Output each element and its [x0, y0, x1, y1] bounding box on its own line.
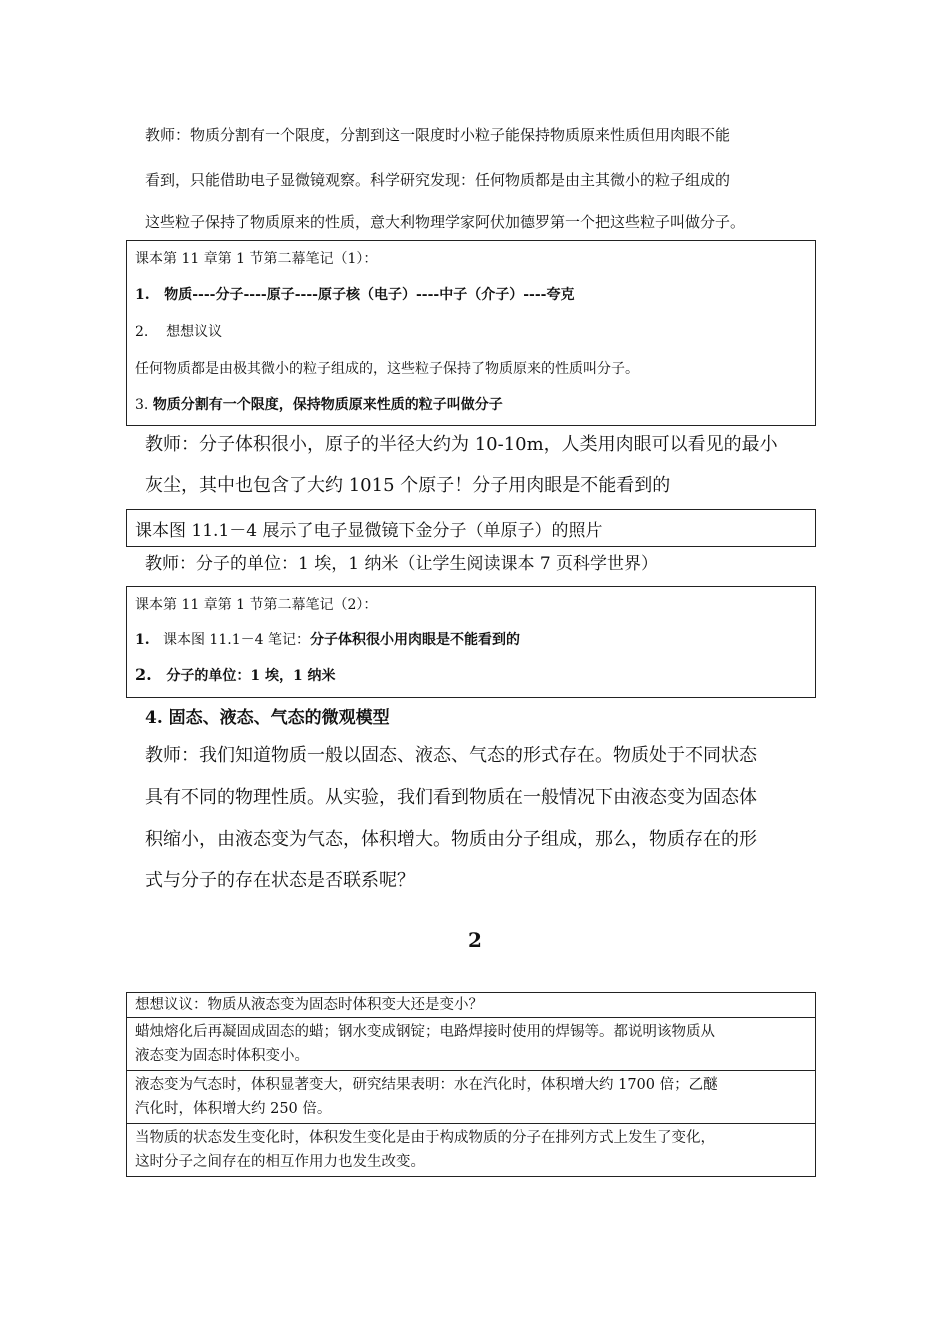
note2-item-1-num: 1.: [135, 632, 150, 648]
note2-item-2-num: 2.: [135, 665, 152, 684]
page-number: 2: [468, 928, 482, 952]
table-row-3-line-2: 汽化时，体积增大约 250 倍。: [135, 1101, 332, 1117]
figure-note-box: [126, 509, 816, 547]
note1-item-2-text: 想想议议: [166, 324, 223, 340]
note1-item-2-num: 2.: [135, 324, 149, 340]
note2-title: 课本第 11 章第 1 节第二幕笔记（2）：: [135, 597, 378, 613]
intro-line-1: 教师：物质分割有一个限度，分割到这一限度时小粒子能保持物质原来性质但用肉眼不能: [145, 126, 731, 144]
note-box-2: [126, 586, 816, 698]
note1-title: 课本第 11 章第 1 节第二幕笔记（1）：: [135, 251, 378, 267]
table-row: [127, 993, 816, 1018]
para3: 教师：分子的单位：1 埃，1 纳米（让学生阅读课本 7 页科学世界）: [145, 554, 659, 574]
table-row-4-line-2: 这时分子之间存在的相互作用力也发生改变。: [135, 1154, 425, 1170]
para2-line-2: 灰尘，其中也包含了大约 1015 个原子！分子用肉眼是不能看到的: [145, 475, 671, 496]
table-row-4-line-1: 当物质的状态发生变化时，体积发生变化是由于构成物质的分子在排列方式上发生了变化，: [135, 1130, 715, 1146]
note1-item-1-text: 物质----分子----原子----原子核（电子）----中子（介子）----夸克: [164, 287, 575, 303]
table-cell: [127, 993, 816, 1018]
para4-line-1: 教师：我们知道物质一般以固态、液态、气态的形式存在。物质处于不同状态: [145, 745, 757, 766]
note1-item-3: [135, 394, 503, 414]
note-box-1: [126, 240, 816, 426]
table-row-1-text: 想想议议：物质从液态变为固态时体积变大还是变小？: [135, 997, 483, 1013]
table-row-3-line-1: 液态变为气态时，体积显著变大，研究结果表明：水在汽化时，体积增大约 1700 倍；乙醚: [135, 1077, 718, 1093]
table-row: [127, 1124, 816, 1177]
table-cell: [127, 1071, 816, 1124]
section-4-heading: 4. 固态、液态、气态的微观模型: [145, 708, 390, 728]
table-row-2-line-1: 蜡烛熔化后再凝固成固态的蜡；钢水变成钢锭；电路焊接时使用的焊锡等。都说明该物质从: [135, 1024, 715, 1040]
table-row-2-line-2: 液态变为固态时体积变小。: [135, 1048, 309, 1064]
note1-item-1-num: 1.: [135, 287, 150, 303]
table-cell: [127, 1124, 816, 1177]
note1-item-2-body: 任何物质都是由极其微小的粒子组成的，这些粒子保持了物质原来的性质叫分子。: [135, 361, 639, 377]
para4-line-3: 积缩小，由液态变为气态，体积增大。物质由分子组成，那么，物质存在的形: [145, 829, 757, 850]
table-row: [127, 1071, 816, 1124]
intro-line-2: 看到，只能借助电子显微镜观察。科学研究发现：任何物质都是由主其微小的粒子组成的: [145, 171, 731, 189]
para4-line-4: 式与分子的存在状态是否联系呢？: [145, 870, 415, 891]
note1-item-3-num: 3.: [135, 397, 149, 413]
table-cell: [127, 1018, 816, 1071]
note1-item-3-text: 物质分割有一个限度，保持物质原来性质的粒子叫做分子: [152, 397, 503, 413]
para2-line-1: 教师：分子体积很小，原子的半径大约为 10-10m，人类用肉眼可以看见的最小: [145, 434, 778, 455]
note2-item-1-text: 分子体积很小用肉眼是不能看到的: [309, 632, 520, 648]
table-row: [127, 1018, 816, 1071]
note2-item-1-prefix: 课本图 11.1－4 笔记：: [162, 632, 310, 648]
note2-item-1: [135, 629, 520, 649]
para4-line-2: 具有不同的物理性质。从实验，我们看到物质在一般情况下由液态变为固态体: [145, 787, 757, 808]
note1-item-2: [135, 321, 222, 341]
discussion-table: [126, 992, 816, 1177]
note1-item-1: [135, 284, 574, 304]
intro-line-3: 这些粒子保持了物质原来的性质，意大利物理学家阿伏加德罗第一个把这些粒子叫做分子。: [145, 213, 746, 231]
note2-item-2: [135, 665, 336, 685]
figure-note-text: 课本图 11.1－4 展示了电子显微镜下金分子（单原子）的照片: [135, 521, 603, 541]
note2-item-2-text: 分子的单位：1 埃，1 纳米: [166, 668, 336, 684]
